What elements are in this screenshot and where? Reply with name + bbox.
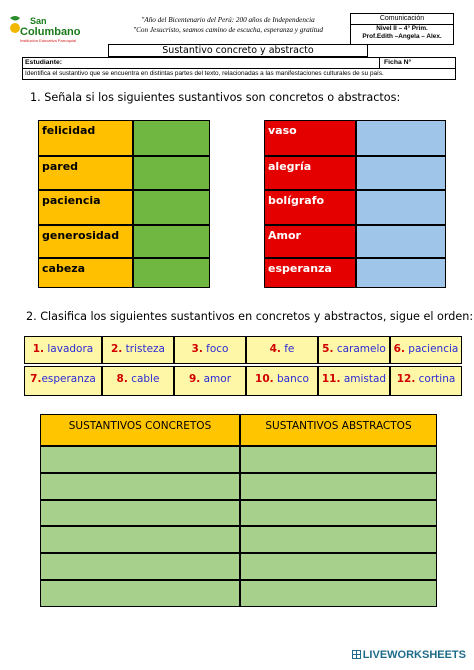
answer-drop-field[interactable] bbox=[133, 156, 210, 190]
noun-cell: generosidad bbox=[38, 225, 133, 258]
word-number: 6. bbox=[393, 343, 405, 355]
motto-line-2: "Con Jesucristo, seamos camino de escucha, esperanza y gratitud bbox=[133, 26, 323, 34]
noun-cell: paciencia bbox=[38, 190, 133, 225]
logo-text-1: San bbox=[30, 16, 47, 26]
concrete-answer-field[interactable] bbox=[40, 580, 240, 607]
question-2: 2. Clasifica los siguientes sustantivos en concretos y abstractos, sigue el orden: bbox=[26, 310, 474, 323]
word-number: 5. bbox=[322, 343, 334, 355]
answer-drop-field[interactable] bbox=[356, 120, 446, 156]
student-label: Estudiante: bbox=[25, 59, 63, 66]
word-text: paciencia bbox=[408, 343, 459, 355]
noun-cell: esperanza bbox=[264, 258, 356, 288]
word-card[interactable] bbox=[102, 366, 174, 396]
word-text: foco bbox=[206, 343, 229, 355]
word-number: 7. bbox=[30, 373, 42, 385]
school-logo bbox=[6, 12, 102, 46]
concrete-answer-field[interactable] bbox=[40, 553, 240, 580]
student-row bbox=[22, 57, 456, 69]
word-card[interactable] bbox=[246, 336, 318, 364]
word-text: lavadora bbox=[47, 343, 94, 355]
concrete-answer-field[interactable] bbox=[40, 500, 240, 526]
concrete-answer-field[interactable] bbox=[40, 473, 240, 500]
word-number: 11. bbox=[321, 373, 341, 385]
page-title: Sustantivo concreto y abstracto bbox=[108, 44, 368, 57]
word-card[interactable] bbox=[246, 366, 318, 396]
header-abstractos: SUSTANTIVOS ABSTRACTOS bbox=[240, 414, 437, 446]
word-number: 12. bbox=[396, 373, 416, 385]
grid-icon bbox=[352, 650, 361, 659]
word-card[interactable] bbox=[174, 336, 246, 364]
word-card[interactable] bbox=[24, 366, 102, 396]
teacher-label: Prof.Edith –Angela – Alex. bbox=[362, 32, 442, 40]
word-card[interactable] bbox=[318, 366, 390, 396]
abstract-answer-field[interactable] bbox=[240, 526, 437, 553]
liveworksheets-logo bbox=[352, 649, 466, 661]
word-number: 4. bbox=[269, 343, 281, 355]
question-1: 1. Señala si los siguientes sustantivos son concretos o abstractos: bbox=[30, 91, 401, 104]
word-number: 10. bbox=[255, 373, 274, 385]
word-text: fe bbox=[284, 343, 295, 355]
word-card[interactable] bbox=[390, 336, 462, 364]
word-number: 3. bbox=[191, 343, 203, 355]
word-text: tristeza bbox=[125, 343, 165, 355]
footer-brand: LIVEWORKSHEETS bbox=[362, 649, 466, 661]
word-card[interactable] bbox=[318, 336, 390, 364]
word-number: 1. bbox=[32, 343, 45, 355]
abstract-answer-field[interactable] bbox=[240, 553, 437, 580]
word-card[interactable] bbox=[174, 366, 246, 396]
answer-drop-field[interactable] bbox=[133, 258, 210, 288]
word-text: esperanza bbox=[41, 373, 96, 385]
answer-drop-field[interactable] bbox=[133, 120, 210, 156]
word-card[interactable] bbox=[390, 366, 462, 396]
word-number: 9. bbox=[188, 373, 201, 385]
word-text: caramelo bbox=[336, 343, 386, 355]
word-text: cortina bbox=[418, 373, 456, 385]
concrete-answer-field[interactable] bbox=[40, 526, 240, 553]
word-text: amistad bbox=[343, 373, 387, 385]
answer-drop-field[interactable] bbox=[133, 225, 210, 258]
abstract-answer-field[interactable] bbox=[240, 446, 437, 473]
logo-sub: Institución Educativa Parroquial bbox=[20, 38, 77, 43]
motto-line-1: "Año del Bicentenario del Perú: 200 años de Independencia bbox=[141, 16, 315, 24]
instruction-text: Identifica el sustantivo que se encuentra en distintas partes del texto, relacionadas a las manifestaciones culturales de su país. bbox=[22, 69, 456, 80]
answer-drop-field[interactable] bbox=[133, 190, 210, 225]
word-text: amor bbox=[203, 373, 232, 385]
answer-drop-field[interactable] bbox=[356, 258, 446, 288]
subject-label: Comunicación bbox=[351, 15, 453, 25]
abstract-answer-field[interactable] bbox=[240, 500, 437, 526]
word-card[interactable] bbox=[24, 336, 102, 364]
noun-cell: Amor bbox=[264, 225, 356, 258]
word-text: cable bbox=[131, 373, 160, 385]
answer-drop-field[interactable] bbox=[356, 225, 446, 258]
noun-cell: pared bbox=[38, 156, 133, 190]
logo-text-2: Columbano bbox=[20, 26, 81, 38]
word-card[interactable] bbox=[102, 336, 174, 364]
noun-cell: felicidad bbox=[38, 120, 133, 156]
noun-cell: cabeza bbox=[38, 258, 133, 288]
header-concretos: SUSTANTIVOS CONCRETOS bbox=[40, 414, 240, 446]
abstract-answer-field[interactable] bbox=[240, 580, 437, 607]
abstract-answer-field[interactable] bbox=[240, 473, 437, 500]
answer-drop-field[interactable] bbox=[356, 156, 446, 190]
ficha-label: Ficha N° bbox=[379, 57, 411, 69]
word-number: 8. bbox=[116, 373, 128, 385]
noun-cell: alegría bbox=[264, 156, 356, 190]
concrete-answer-field[interactable] bbox=[40, 446, 240, 473]
noun-cell: bolígrafo bbox=[264, 190, 356, 225]
answer-drop-field[interactable] bbox=[356, 190, 446, 225]
word-number: 2. bbox=[111, 343, 123, 355]
word-text: banco bbox=[277, 373, 309, 385]
course-info-box bbox=[350, 13, 454, 45]
level-label: Nivel II – 4° Prim. bbox=[376, 24, 428, 32]
noun-cell: vaso bbox=[264, 120, 356, 156]
